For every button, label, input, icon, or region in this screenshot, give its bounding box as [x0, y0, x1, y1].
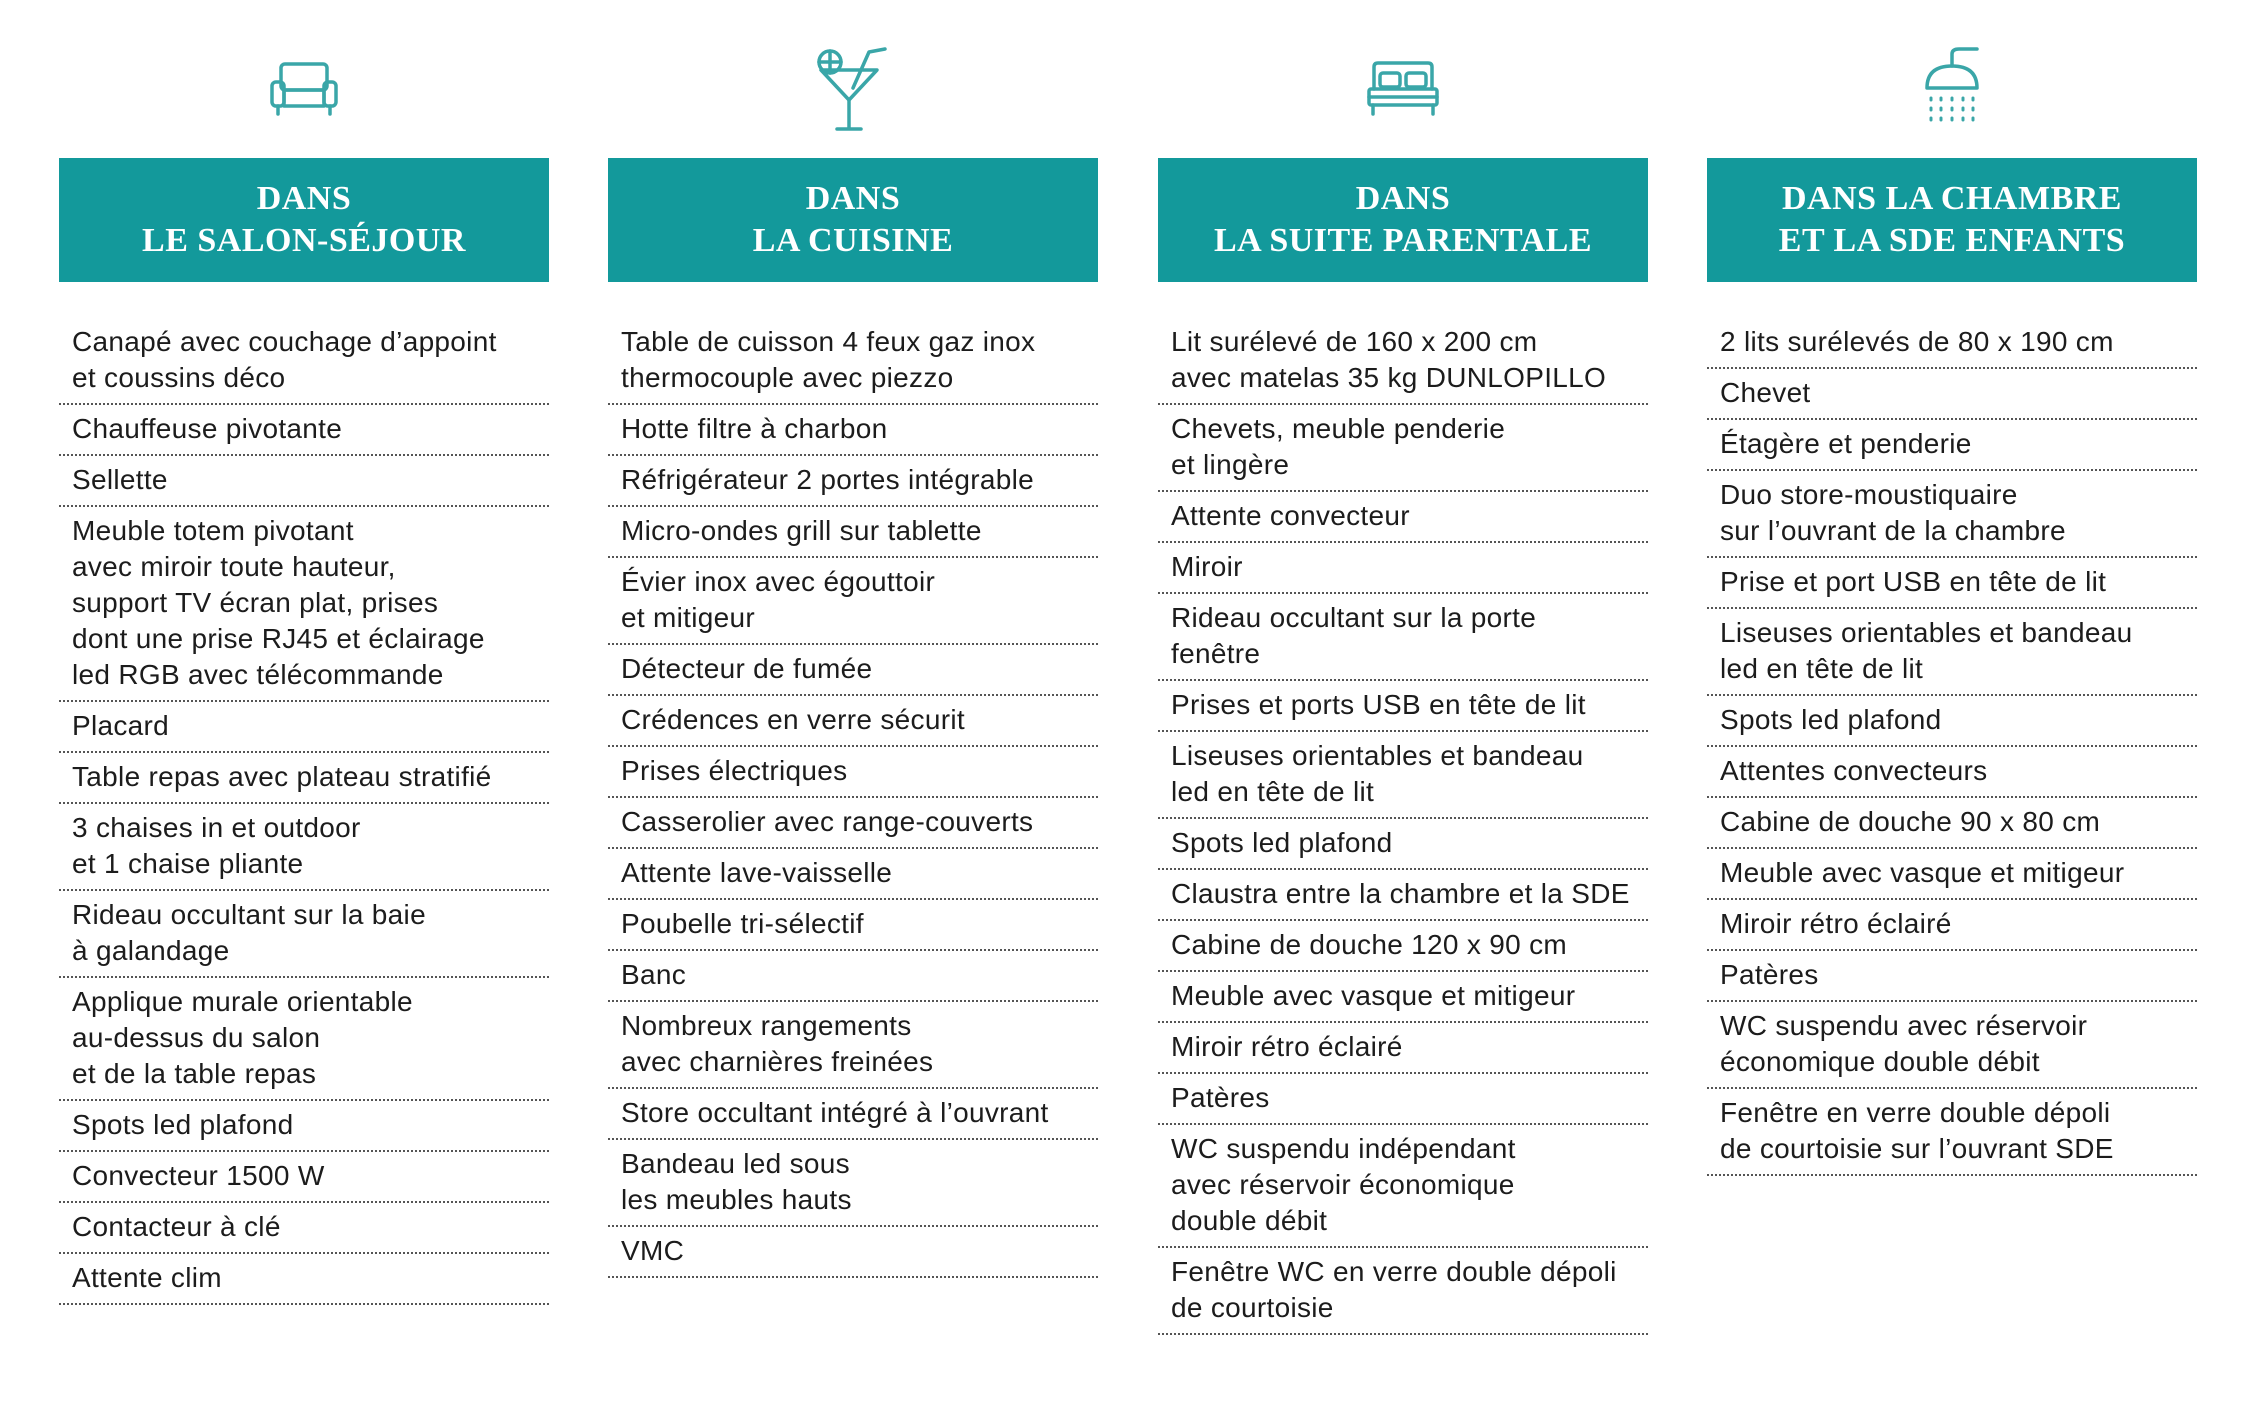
list-item: Miroir rétro éclairé — [1707, 900, 2197, 951]
list-item: Réfrigérateur 2 portes intégrable — [608, 456, 1098, 507]
shower-icon — [1917, 46, 1987, 132]
equipment-list — [1707, 318, 2197, 1176]
list-item: Étagère et penderie — [1707, 420, 2197, 471]
list-item: 3 chaises in et outdoor et 1 chaise pliante — [59, 804, 549, 891]
list-item: Cabine de douche 120 x 90 cm — [1158, 921, 1648, 972]
list-item: Duo store-moustiquaire sur l’ouvrant de la chambre — [1707, 471, 2197, 558]
list-item: Hotte filtre à charbon — [608, 405, 1098, 456]
list-item: Table de cuisson 4 feux gaz inox thermocouple avec piezzo — [608, 318, 1098, 405]
list-item: Spots led plafond — [1158, 819, 1648, 870]
list-item: Lit surélevé de 160 x 200 cm avec matelas 35 kg DUNLOPILLO — [1158, 318, 1648, 405]
list-item: Store occultant intégré à l’ouvrant — [608, 1089, 1098, 1140]
list-item: Fenêtre en verre double dépoli de courtoisie sur l’ouvrant SDE — [1707, 1089, 2197, 1176]
list-item: Convecteur 1500 W — [59, 1152, 549, 1203]
list-item: Attentes convecteurs — [1707, 747, 2197, 798]
list-item: Chevets, meuble penderie et lingère — [1158, 405, 1648, 492]
list-item: Applique murale orientable au-dessus du salon et de la table repas — [59, 978, 549, 1101]
header-line-2: ET LA SDE ENFANTS — [1778, 222, 2126, 259]
list-item: Prise et port USB en tête de lit — [1707, 558, 2197, 609]
list-item: Casserolier avec range-couverts — [608, 798, 1098, 849]
list-item: Prises électriques — [608, 747, 1098, 798]
list-item: Rideau occultant sur la baie à galandage — [59, 891, 549, 978]
list-item: Meuble totem pivotant avec miroir toute hauteur, support TV écran plat, prises dont une prise RJ45 et éclairage led RGB avec télécommande — [59, 507, 549, 702]
section-header — [1707, 158, 2197, 282]
header-line-1: DANS — [256, 180, 352, 217]
list-item: Meuble avec vasque et mitigeur — [1158, 972, 1648, 1023]
section-header — [59, 158, 549, 282]
list-item: Crédences en verre sécurit — [608, 696, 1098, 747]
list-item: Bandeau led sous les meubles hauts — [608, 1140, 1098, 1227]
list-item: Fenêtre WC en verre double dépoli de courtoisie — [1158, 1248, 1648, 1335]
list-item: Chauffeuse pivotante — [59, 405, 549, 456]
header-line-2: LA CUISINE — [752, 222, 954, 259]
list-item: Attente lave-vaisselle — [608, 849, 1098, 900]
list-item: Cabine de douche 90 x 80 cm — [1707, 798, 2197, 849]
equipment-list — [608, 318, 1098, 1278]
list-item: WC suspendu avec réservoir économique double débit — [1707, 1002, 2197, 1089]
list-item: Placard — [59, 702, 549, 753]
equipment-list — [59, 318, 549, 1305]
list-item: Banc — [608, 951, 1098, 1002]
list-item: Table repas avec plateau stratifié — [59, 753, 549, 804]
header-line-2: LE SALON-SÉJOUR — [142, 222, 466, 259]
list-item: 2 lits surélevés de 80 x 190 cm — [1707, 318, 2197, 369]
list-item: Sellette — [59, 456, 549, 507]
list-item: Rideau occultant sur la porte fenêtre — [1158, 594, 1648, 681]
cocktail-icon — [815, 44, 891, 134]
section-header — [1158, 158, 1648, 282]
list-item: Détecteur de fumée — [608, 645, 1098, 696]
list-item: Liseuses orientables et bandeau led en tête de lit — [1707, 609, 2197, 696]
list-item: Miroir rétro éclairé — [1158, 1023, 1648, 1074]
header-line-1: DANS — [1355, 180, 1451, 217]
list-item: Nombreux rangements avec charnières freinées — [608, 1002, 1098, 1089]
list-item: Chevet — [1707, 369, 2197, 420]
list-item: Poubelle tri-sélectif — [608, 900, 1098, 951]
list-item: Patères — [1707, 951, 2197, 1002]
sofa-icon — [269, 58, 339, 120]
list-item: Canapé avec couchage d’appoint et coussins déco — [59, 318, 549, 405]
header-line-2: LA SUITE PARENTALE — [1213, 222, 1593, 259]
list-item: Miroir — [1158, 543, 1648, 594]
list-item: WC suspendu indépendant avec réservoir économique double débit — [1158, 1125, 1648, 1248]
list-item: Attente clim — [59, 1254, 549, 1305]
list-item: Patères — [1158, 1074, 1648, 1125]
list-item: VMC — [608, 1227, 1098, 1278]
list-item: Spots led plafond — [59, 1101, 549, 1152]
list-item: Contacteur à clé — [59, 1203, 549, 1254]
list-item: Évier inox avec égouttoir et mitigeur — [608, 558, 1098, 645]
header-line-1: DANS — [805, 180, 901, 217]
header-line-1: DANS LA CHAMBRE — [1782, 180, 2122, 217]
equipment-list — [1158, 318, 1648, 1335]
list-item: Meuble avec vasque et mitigeur — [1707, 849, 2197, 900]
list-item: Liseuses orientables et bandeau led en tête de lit — [1158, 732, 1648, 819]
list-item: Micro-ondes grill sur tablette — [608, 507, 1098, 558]
list-item: Spots led plafond — [1707, 696, 2197, 747]
list-item: Claustra entre la chambre et la SDE — [1158, 870, 1648, 921]
section-header — [608, 158, 1098, 282]
bed-icon — [1366, 59, 1440, 119]
list-item: Prises et ports USB en tête de lit — [1158, 681, 1648, 732]
list-item: Attente convecteur — [1158, 492, 1648, 543]
